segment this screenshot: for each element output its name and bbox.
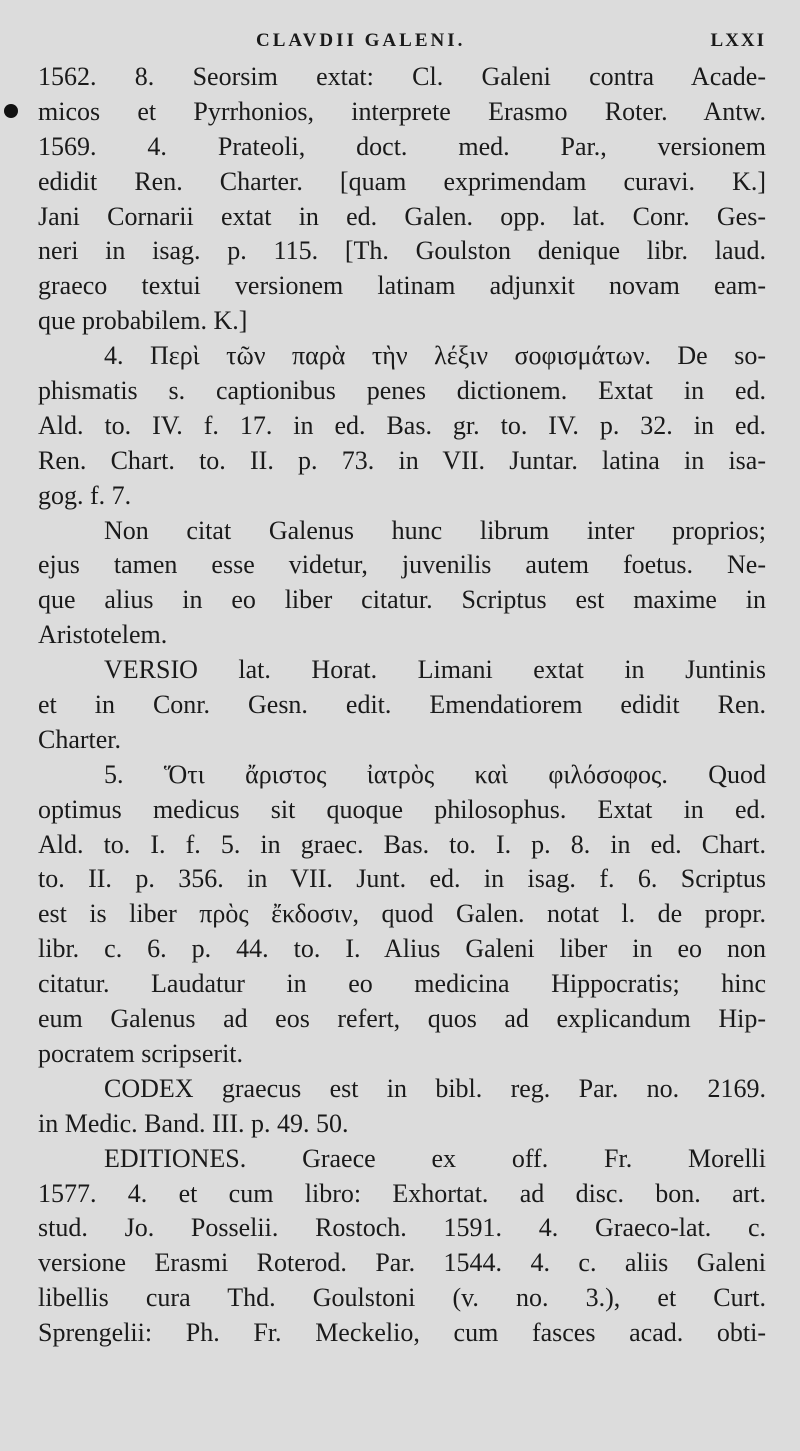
text-line: Sprengelii: Ph. Fr. Meckelio, cum fasces acad. obti- [38, 1318, 766, 1348]
text-line: VERSIO lat. Horat. Limani extat in Juntinis [104, 655, 766, 685]
text-line: 5. Ὅτι ἄριστος ἰατρὸς καὶ φιλόσοφος. Quod [104, 759, 766, 789]
text-line: phismatis s. captionibus penes dictionem. Extat in ed. [38, 376, 766, 406]
text-line: Charter. [38, 724, 122, 754]
text-line: est is liber πρὸς ἔκδοσιν, quod Galen. notat l. de propr. [38, 899, 766, 929]
text-line: pocratem scripserit. [38, 1038, 244, 1068]
text-line: que probabilem. K.] [38, 306, 248, 336]
text-line: Aristotelem. [38, 620, 168, 650]
body-text [38, 60, 766, 1351]
text-line: in Medic. Band. III. p. 49. 50. [38, 1108, 349, 1138]
text-line: Non citat Galenus hunc librum inter proprios; [104, 515, 766, 545]
text-line: EDITIONES. Graece ex off. Fr. Morelli [104, 1143, 766, 1173]
running-title: CLAVDII GALENI. [256, 30, 466, 51]
text-line: to. II. p. 356. in VII. Junt. ed. in isag. f. 6. Scriptus [38, 864, 766, 894]
text-line: 1562. 8. Seorsim extat: Cl. Galeni contra Acade- [38, 62, 766, 91]
text-line: Ald. to. IV. f. 17. in ed. Bas. gr. to. IV. p. 32. in ed. [38, 410, 766, 440]
text-line: que alius in eo liber citatur. Scriptus est maxime in [38, 585, 766, 615]
text-line: et in Conr. Gesn. edit. Emendatiorem edidit Ren. [38, 690, 766, 720]
running-header [38, 30, 766, 60]
text-line: versione Erasmi Roterod. Par. 1544. 4. c. aliis Galeni [38, 1248, 766, 1278]
text-line: Jani Cornarii extat in ed. Galen. opp. lat. Conr. Ges- [38, 201, 766, 231]
text-line: CODEX graecus est in bibl. reg. Par. no. 2169. [104, 1073, 766, 1103]
text-line: eum Galenus ad eos refert, quos ad explicandum Hip- [38, 1004, 766, 1034]
text-line: gog. f. 7. [38, 480, 132, 510]
text-line: citatur. Laudatur in eo medicina Hippocratis; hinc [38, 969, 766, 999]
text-line: micos et Pyrrhonios, interprete Erasmo Roter. Antw. [38, 96, 766, 126]
text-line: libr. c. 6. p. 44. to. I. Alius Galeni liber in eo non [38, 934, 766, 964]
text-line: 4. Περὶ τῶν παρὰ τὴν λέξιν σοφισμάτων. De so- [104, 341, 766, 371]
text-line: edidit Ren. Charter. [quam exprimendam curavi. K.] [38, 166, 766, 196]
text-line: optimus medicus sit quoque philosophus. Extat in ed. [38, 794, 766, 824]
text-line: graeco textui versionem latinam adjunxit novam eam- [38, 271, 766, 301]
text-line: ejus tamen esse videtur, juvenilis autem foetus. Ne- [38, 550, 766, 580]
text-line: 1577. 4. et cum libro: Exhortat. ad disc. bon. art. [38, 1178, 766, 1208]
text-line: Ren. Chart. to. II. p. 73. in VII. Juntar. latina in isa- [38, 445, 766, 475]
text-line: libellis cura Thd. Goulstoni (v. no. 3.), et Curt. [38, 1283, 766, 1313]
text-line: stud. Jo. Posselii. Rostoch. 1591. 4. Graeco-lat. c. [38, 1213, 766, 1243]
text-line: Ald. to. I. f. 5. in graec. Bas. to. I. p. 8. in ed. Chart. [38, 829, 766, 859]
text-line: 1569. 4. Prateoli, doct. med. Par., versionem [38, 131, 766, 161]
page-number: LXXI [710, 30, 766, 51]
text-line: neri in isag. p. 115. [Th. Goulston denique libr. laud. [38, 236, 766, 266]
ink-blot [4, 104, 18, 118]
